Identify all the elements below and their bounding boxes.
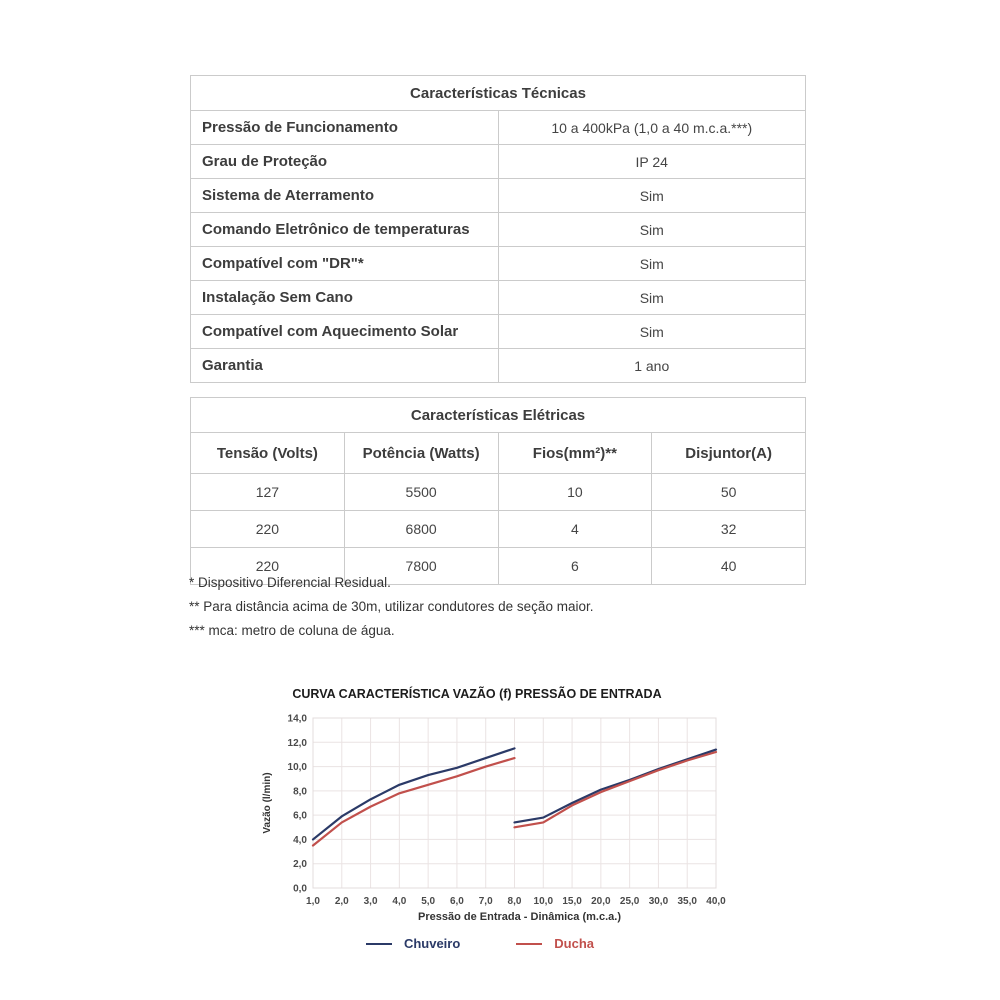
elec-table-title: Características Elétricas <box>191 398 806 433</box>
x-tick-label: 6,0 <box>449 896 464 907</box>
footnote-line: * Dispositivo Diferencial Residual. <box>189 575 391 590</box>
y-tick-label: 10,0 <box>287 762 307 774</box>
tech-spec-label: Compatível com "DR"* <box>191 247 499 281</box>
tech-spec-row <box>191 179 806 213</box>
chart-canvas <box>240 682 760 932</box>
tech-specs-table <box>190 75 806 383</box>
elec-data-cell: 10 <box>498 474 652 511</box>
y-axis-title: Vazão (l/min) <box>262 772 273 834</box>
tech-spec-row <box>191 247 806 281</box>
legend-line-swatch <box>516 943 542 945</box>
elec-data-row <box>191 511 806 548</box>
x-tick-label: 3,0 <box>363 896 378 907</box>
legend-item-chuveiro <box>366 936 460 951</box>
tech-spec-row <box>191 315 806 349</box>
x-tick-label: 7,0 <box>478 896 493 907</box>
tech-spec-value: Sim <box>498 315 806 349</box>
tech-spec-label: Compatível com Aquecimento Solar <box>191 315 499 349</box>
tech-table-title-row <box>191 76 806 111</box>
tech-spec-value: Sim <box>498 213 806 247</box>
x-tick-label: 4,0 <box>392 896 407 907</box>
tech-spec-row <box>191 281 806 315</box>
tech-spec-label: Garantia <box>191 349 499 383</box>
tech-spec-label: Instalação Sem Cano <box>191 281 499 315</box>
legend-label: Ducha <box>554 936 595 951</box>
elec-col-header: Fios(mm²)** <box>498 433 652 474</box>
elec-table-header-row <box>191 433 806 474</box>
y-tick-label: 4,0 <box>293 834 307 846</box>
tech-spec-row <box>191 111 806 145</box>
tech-spec-value: Sim <box>498 247 806 281</box>
flow-pressure-chart <box>240 682 760 951</box>
x-tick-label: 10,0 <box>533 896 554 907</box>
elec-data-cell: 32 <box>652 511 806 548</box>
x-tick-label: 30,0 <box>648 896 669 907</box>
elec-data-cell: 40 <box>652 548 806 585</box>
legend-item-ducha <box>516 936 594 951</box>
electric-specs-table <box>190 397 806 585</box>
tech-table-title: Características Técnicas <box>191 76 806 111</box>
tech-spec-label: Comando Eletrônico de temperaturas <box>191 213 499 247</box>
elec-table-body <box>191 474 806 585</box>
legend-label: Chuveiro <box>403 936 461 951</box>
elec-col-header: Disjuntor(A) <box>652 433 806 474</box>
elec-data-cell: 220 <box>191 548 345 585</box>
tech-spec-value: IP 24 <box>498 145 806 179</box>
elec-data-cell: 50 <box>652 474 806 511</box>
tech-spec-value: Sim <box>498 281 806 315</box>
elec-data-cell: 4 <box>498 511 652 548</box>
legend-line-swatch <box>366 943 392 945</box>
x-tick-label: 20,0 <box>591 896 611 907</box>
y-tick-label: 14,0 <box>287 713 307 725</box>
elec-table-title-row <box>191 398 806 433</box>
footnote-line: *** mca: metro de coluna de água. <box>189 623 395 638</box>
tech-spec-row <box>191 349 806 383</box>
x-axis-title: Pressão de Entrada - Dinâmica (m.c.a.) <box>418 911 621 923</box>
x-tick-label: 5,0 <box>421 896 436 907</box>
footnotes <box>189 571 593 643</box>
x-tick-label: 40,0 <box>706 896 726 907</box>
tech-spec-label: Sistema de Aterramento <box>191 179 499 213</box>
elec-col-header: Potência (Watts) <box>344 433 498 474</box>
x-tick-label: 1,0 <box>306 896 320 907</box>
elec-data-cell: 6 <box>498 548 652 585</box>
elec-data-row <box>191 474 806 511</box>
footnote-line: ** Para distância acima de 30m, utilizar condutores de seção maior. <box>189 599 594 614</box>
tech-spec-value: 1 ano <box>498 349 806 383</box>
tech-spec-label: Grau de Proteção <box>191 145 499 179</box>
elec-data-cell: 127 <box>191 474 345 511</box>
elec-data-cell: 220 <box>191 511 345 548</box>
elec-data-cell: 6800 <box>344 511 498 548</box>
x-tick-label: 15,0 <box>562 896 582 907</box>
x-tick-label: 35,0 <box>677 896 697 907</box>
chart-title: CURVA CARACTERÍSTICA VAZÃO (f) PRESSÃO DE ENTRADA <box>292 687 662 701</box>
chart-legend <box>220 936 740 951</box>
y-tick-label: 6,0 <box>293 810 307 822</box>
y-tick-label: 8,0 <box>293 786 307 798</box>
y-tick-label: 0,0 <box>293 883 307 895</box>
tech-table-body <box>191 111 806 383</box>
elec-data-cell: 5500 <box>344 474 498 511</box>
series-line-chuveiro <box>313 748 515 839</box>
elec-data-cell: 7800 <box>344 548 498 585</box>
series-line-ducha <box>313 758 515 845</box>
tech-spec-value: Sim <box>498 179 806 213</box>
y-tick-label: 2,0 <box>293 859 307 871</box>
x-tick-label: 25,0 <box>619 896 640 907</box>
tech-spec-row <box>191 145 806 179</box>
tech-spec-label: Pressão de Funcionamento <box>191 111 499 145</box>
elec-col-header: Tensão (Volts) <box>191 433 345 474</box>
x-tick-label: 8,0 <box>507 896 522 907</box>
y-tick-label: 12,0 <box>287 737 307 749</box>
tech-spec-value: 10 a 400kPa (1,0 a 40 m.c.a.***) <box>498 111 806 145</box>
tech-spec-row <box>191 213 806 247</box>
x-tick-label: 2,0 <box>334 896 349 907</box>
